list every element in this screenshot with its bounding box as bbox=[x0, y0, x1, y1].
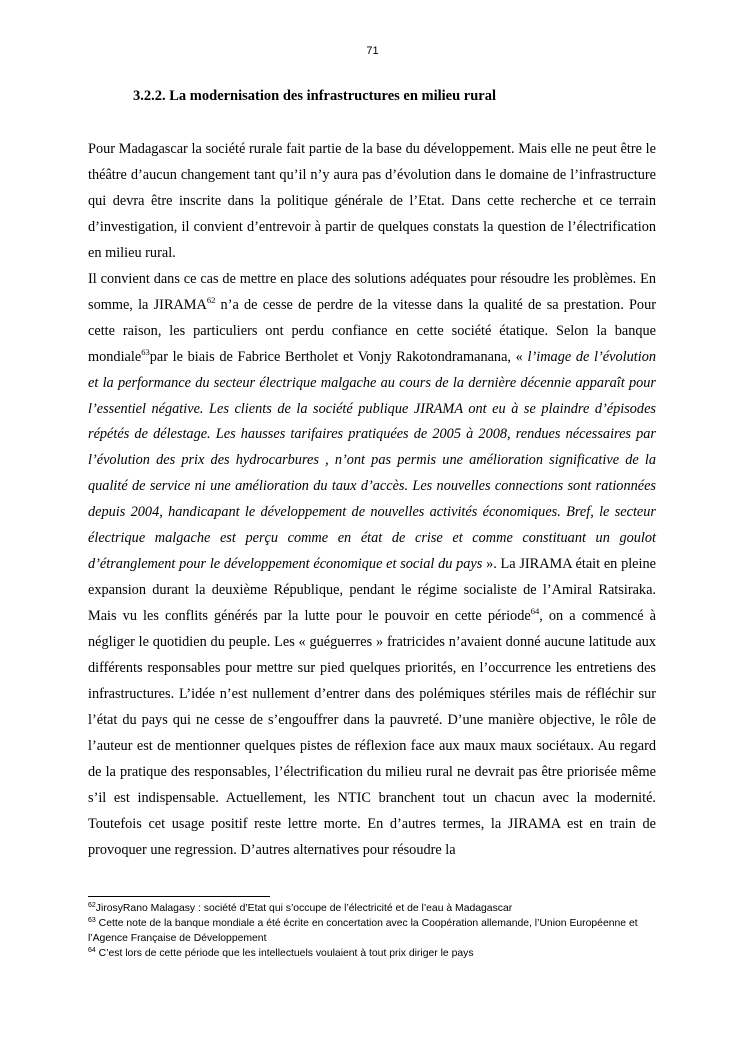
footnote-64 bbox=[88, 946, 658, 961]
paragraph-1: Pour Madagascar la société rurale fait partie de la base du développement. Mais elle ne peut être le théâtre d’aucun changement tant qu’il n’y aura pas d’évolution dans le domaine de l’infrastructure qui devra être inscrite dans la politique générale de l’Etat. Dans cette recherche et ce terrain d’investigation, il convient d’entrevoir à partir de quelques constats la question de l’électrification en milieu rural. bbox=[88, 141, 656, 261]
footnote-63 bbox=[88, 916, 658, 946]
paragraph-2-text-5: , on a commencé à négliger le quotidien du peuple. Les « guéguerres » fratricides n’avaient donné aucune latitude aux différents responsables pour mettre sur pied quelques priorités, en l’occurrence les entretiens des infrastructures. L’idée n’est nullement d’entrer dans des polémiques stériles mais de réfléchir sur l’état du pays qui ne cesse de s’engouffrer dans la pauvreté. D’une manière objective, le rôle de l’auteur est de mentionner quelques pistes de réflexion face aux maux maux sociétaux. Au regard de la pratique des responsables, l’électrification du milieu rural ne devrait pas être priorisée même s’il est indispensable. Actuellement, les NTIC branchent tout un chacun avec la modernité. Toutefois cet usage positif reste lettre morte. En d’autres termes, la JIRAMA est en train de provoquer une regression. D’autres alternatives pour résoudre la bbox=[88, 608, 657, 858]
footnote-text: JirosyRano Malagasy : société d’Etat qui s’occupe de l’électricité et de l’eau à Madagascar bbox=[95, 903, 513, 914]
paragraph-2-text-4: ». La JIRAMA était en pleine expansion durant la deuxième République, pendant le régime socialiste de l’Amiral Ratsiraka. Mais vu les conflits générés par la lutte pour le pouvoir en cette période bbox=[88, 556, 656, 625]
footnote-text: Cette note de la banque mondiale a été écrite en concertation avec la Coopération allemande, l’Union Européenne et l’Agence Française de Développement bbox=[88, 918, 638, 944]
page-number: 71 bbox=[366, 45, 379, 57]
footnote-ref-64[interactable]: 64 bbox=[530, 606, 540, 617]
footnote-ref-62[interactable]: 62 bbox=[206, 294, 216, 305]
section-heading: 3.2.2. La modernisation des infrastructures en milieu rural bbox=[133, 88, 497, 104]
world-bank-quote: l’image de l’évolution et la performance du secteur électrique malgache au cours de la dernière décennie apparaît pour l’essentiel négative. Les clients de la société publique JIRAMA ont eu à se plaindre d’épisodes répétés de délestage. Les hausses tarifaires pratiquées de 2005 à 2008, rendues nécessaires par l’évolution des prix des hydrocarbures , n’ont pas permis une amélioration significative de la qualité de service ni une amélioration du taux d’accès. Les nouvelles connections sont rationnées depuis 2004, handicapant le développement de nouvelles activités économiques. Bref, le secteur électrique malgache est perçu comme en état de crise et comme constituant un goulot d’étranglement pour le développement économique et social du pays bbox=[88, 348, 656, 573]
paragraph-2-text-3: par le biais de Fabrice Bertholet et Vonjy Rakotondramanana, « bbox=[149, 348, 523, 365]
footnote-number: 64 bbox=[88, 947, 96, 954]
body-text bbox=[88, 137, 656, 864]
footnote-text: C’est lors de cette période que les intellectuels voulaient à tout prix diriger le pays bbox=[95, 948, 474, 959]
footnote-number: 62 bbox=[88, 902, 96, 909]
paragraph-2-text-2: n’a de cesse de perdre de la vitesse dans la qualité de sa prestation. Pour cette raison, les particuliers ont perdu confiance en cette société étatique. Selon la banque mondiale bbox=[88, 296, 656, 365]
footnote-number: 63 bbox=[88, 917, 96, 924]
footnote-separator bbox=[88, 896, 270, 897]
paragraph-2-text-1: Il convient dans ce cas de mettre en place des solutions adéquates pour résoudre les problèmes. En somme, la JIRAMA bbox=[88, 270, 656, 313]
footnote-62 bbox=[88, 901, 658, 916]
footnote-ref-63[interactable]: 63 bbox=[141, 346, 150, 357]
paragraph-2 bbox=[88, 267, 656, 864]
footnotes bbox=[88, 901, 658, 961]
